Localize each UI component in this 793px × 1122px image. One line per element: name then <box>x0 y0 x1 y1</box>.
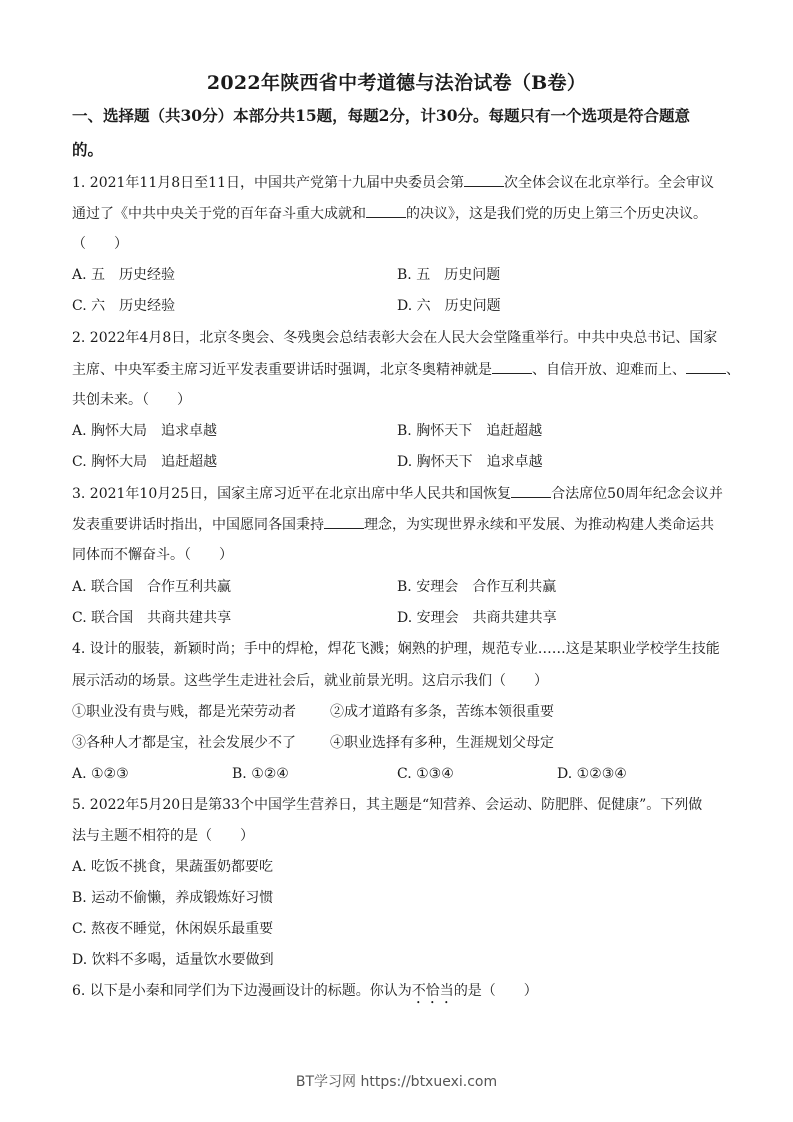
statement-4: ④职业选择有多种，生涯规划父母定 <box>330 735 554 751</box>
option-b[interactable]: B. 安理会 合作互利共赢 <box>397 579 557 595</box>
statement-3: ③各种人才都是宝，社会发展少不了 <box>72 735 296 751</box>
option-c[interactable]: C. 熬夜不睡觉，休闲娱乐最重要 <box>72 921 274 937</box>
answer-blank <box>686 359 726 374</box>
question-text: 法与主题不相符的是（ ） <box>72 828 254 844</box>
question-text: 1. 2021年11月8日至11日，中国共产党第十九届中央委员会第 次全体会议在北京举行。全会审议 <box>72 172 714 193</box>
answer-blank <box>492 359 532 374</box>
statement-2: ②成才道路有多条，苦练本领很重要 <box>330 704 554 720</box>
question-text: 2. 2022年4月8日，北京冬奥会、冬残奥会总结表彰大会在人民大会堂隆重举行。中共中央总书记、国家 <box>72 330 718 346</box>
option-a[interactable]: A. 吃饭不挑食，果蔬蛋奶都要吃 <box>72 859 274 875</box>
option-d[interactable]: D. 六 历史问题 <box>397 298 501 314</box>
answer-blank <box>366 203 406 218</box>
page-title: 2022年陕西省中考道德与法治试卷（B卷） <box>206 72 587 94</box>
question-text: 3. 2021年10月25日，国家主席习近平在北京出席中华人民共和国恢复 合法席位50周年纪念会议并 <box>72 483 723 504</box>
option-d[interactable]: D. 胸怀天下 追求卓越 <box>397 454 543 470</box>
option-a[interactable]: A. 五 历史经验 <box>72 267 176 283</box>
question-text: 6. 以下是小秦和同学们为下边漫画设计的标题。你认为不恰当的是（ ） <box>72 983 538 999</box>
option-c[interactable]: C. 六 历史经验 <box>72 298 176 314</box>
question-text: 5. 2022年5月20日是第33个中国学生营养日，其主题是“知营养、会运动、防肥胖、促健康”。下列做 <box>72 797 703 813</box>
section-heading: 一、选择题（共30分）本部分共15题，每题2分，计30分。每题只有一个选项是符合题意 <box>72 106 690 125</box>
option-c[interactable]: C. 胸怀大局 追赶超越 <box>72 454 218 470</box>
question-text: 发表重要讲话时指出，中国愿同各国秉持 理念，为实现世界永续和平发展、为推动构建人类命运共 <box>72 514 714 535</box>
answer-blank <box>464 172 504 187</box>
statement-1: ①职业没有贵与贱，都是光荣劳动者 <box>72 704 296 720</box>
question-text: 同体而不懈奋斗。（ ） <box>72 547 233 563</box>
question-text: 展示活动的场景。这些学生走进社会后，就业前景光明。这启示我们（ ） <box>72 673 548 689</box>
option-c[interactable]: C. ①③④ <box>397 766 454 782</box>
answer-blank <box>511 483 551 498</box>
footer-watermark[interactable]: BT学习网 https://btxuexi.com <box>295 1074 498 1090</box>
option-a[interactable]: A. 联合国 合作互利共赢 <box>72 579 232 595</box>
question-text: 通过了《中共中央关于党的百年奋斗重大成就和 的决议》，这是我们党的历史上第三个历史决议。 <box>72 203 707 224</box>
question-text: 共创未来。（ ） <box>72 392 191 408</box>
option-d[interactable]: D. 安理会 共商共建共享 <box>397 610 557 626</box>
option-b[interactable]: B. 运动不偷懒，养成锻炼好习惯 <box>72 890 274 906</box>
option-b[interactable]: B. 胸怀天下 追赶超越 <box>397 423 543 439</box>
option-b[interactable]: B. 五 历史问题 <box>397 267 501 283</box>
option-b[interactable]: B. ①②④ <box>232 766 289 782</box>
answer-bracket: （ ） <box>72 236 128 252</box>
question-text: 4. 设计的服装，新颖时尚；手中的焊枪，焊花飞溅；娴熟的护理，规范专业……这是某职业学校学生技能 <box>72 641 720 657</box>
option-d[interactable]: D. ①②③④ <box>557 766 627 782</box>
section-heading-cont: 的。 <box>72 140 104 159</box>
emphasized-text: 不恰当 <box>411 983 454 999</box>
answer-blank <box>324 514 364 529</box>
question-text: 主席、中央军委主席习近平发表重要讲话时强调，北京冬奥精神就是 、自信开放、迎难而上、 、 <box>72 359 740 380</box>
option-c[interactable]: C. 联合国 共商共建共享 <box>72 610 232 626</box>
option-d[interactable]: D. 饮料不多喝，适量饮水要做到 <box>72 952 274 968</box>
option-a[interactable]: A. 胸怀大局 追求卓越 <box>72 423 218 439</box>
option-a[interactable]: A. ①②③ <box>72 766 129 782</box>
